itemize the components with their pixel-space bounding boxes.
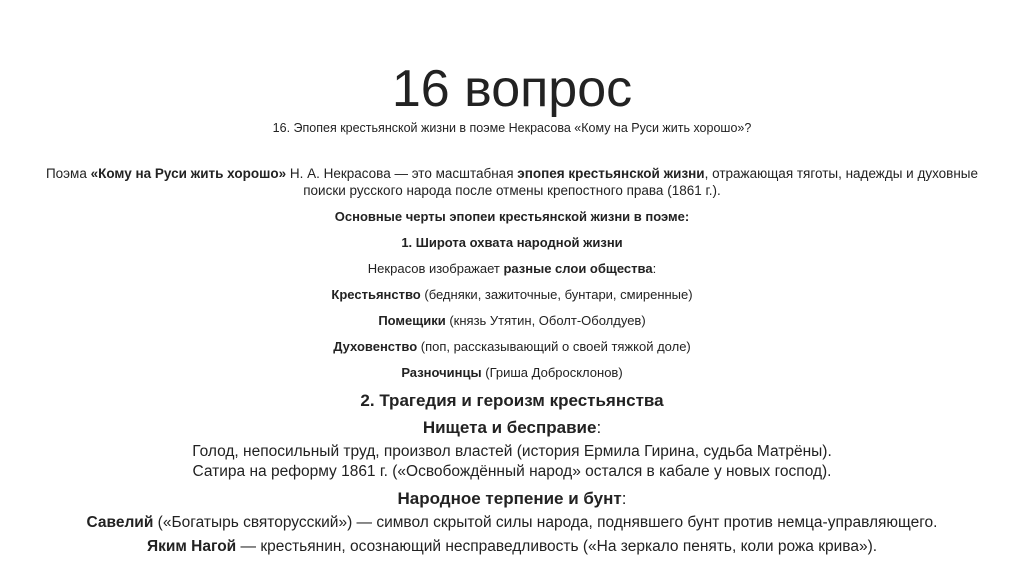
intro-text-3: , отражающая тяготы, надежды и духовные — [704, 166, 979, 181]
layers-intro — [20, 261, 1004, 277]
patience-item-saveliy — [20, 513, 1004, 533]
poverty-line-1: Голод, непосильный труд, произвол властей (история Ермила Гирина, судьба Матрёны). — [192, 443, 832, 460]
layer-item-peasantry — [20, 287, 1004, 303]
layers-intro-bold: разные слои общества — [503, 261, 653, 276]
layer-label: Крестьянство — [331, 287, 421, 302]
hero-text: — крестьянин, осознающий несправедливость («На зеркало пенять, коли рожа крива»). — [236, 538, 878, 555]
layer-label: Разночинцы — [401, 365, 482, 380]
layer-detail: (Гриша Добросклонов) — [481, 365, 623, 380]
layer-label: Помещики — [378, 313, 446, 328]
features-heading-text: Основные черты эпопеи крестьянской жизни в поэме: — [334, 209, 690, 224]
section1-heading — [20, 235, 1004, 251]
intro-bold-1: «Кому на Руси жить хорошо» — [90, 166, 287, 181]
layer-detail: (бедняки, зажиточные, бунтари, смиренные) — [420, 287, 693, 302]
slide-content — [20, 165, 1004, 557]
section1-heading-text: 1. Широта охвата народной жизни — [401, 235, 623, 250]
layer-item-landowners — [20, 313, 1004, 329]
layers-intro-text-2: : — [652, 261, 657, 276]
poverty-line-2: Сатира на реформу 1861 г. («Освобождённый народ» остался в кабале у новых господ). — [192, 463, 832, 480]
patience-colon: : — [621, 489, 627, 508]
layer-detail: (поп, рассказывающий о своей тяжкой доле) — [417, 339, 691, 354]
patience-heading-text: Народное терпение и бунт — [397, 489, 622, 508]
layer-item-raznochintsy — [20, 365, 1004, 381]
intro-paragraph — [20, 165, 1004, 199]
hero-text: («Богатырь святорусский») — символ скрытой силы народа, поднявшего бунт против немца-управляющего. — [153, 514, 938, 531]
layer-label: Духовенство — [333, 339, 418, 354]
poverty-heading-text: Нищета и бесправие — [422, 418, 597, 437]
patience-heading — [20, 488, 1004, 509]
poverty-colon: : — [596, 418, 602, 437]
features-heading — [20, 209, 1004, 225]
patience-item-yakim — [20, 537, 1004, 557]
poverty-heading — [20, 417, 1004, 438]
intro-text-1: Поэма — [45, 166, 91, 181]
section2-heading-text: 2. Трагедия и героизм крестьянства — [360, 391, 664, 410]
intro-bold-2: эпопея крестьянской жизни — [517, 166, 705, 181]
hero-name: Савелий — [86, 514, 154, 531]
section2-heading — [20, 390, 1004, 411]
intro-line-2: поиски русского народа после отмены крепостного права (1861 г.). — [303, 183, 721, 198]
layers-intro-text-1: Некрасов изображает — [367, 261, 504, 276]
hero-name: Яким Нагой — [146, 538, 237, 555]
layer-detail: (князь Утятин, Оболт-Оболдуев) — [445, 313, 646, 328]
slide-subtitle: 16. Эпопея крестьянской жизни в поэме Некрасова «Кому на Руси жить хорошо»? — [272, 121, 752, 135]
intro-text-2: Н. А. Некрасова — это масштабная — [286, 166, 518, 181]
layer-item-clergy — [20, 339, 1004, 355]
slide-title: 16 вопрос — [391, 60, 633, 118]
